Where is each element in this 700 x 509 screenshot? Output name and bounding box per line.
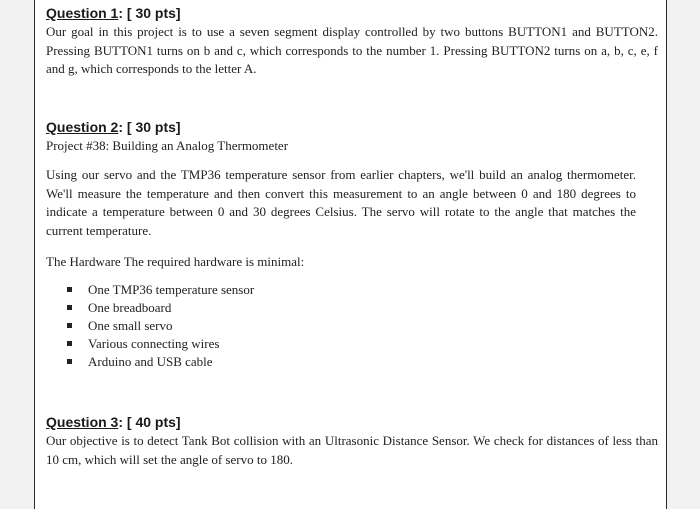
question-1-heading <box>46 5 181 21</box>
question-2-heading <box>46 119 181 135</box>
question-2-body: Using our servo and the TMP36 temperature sensor from earlier chapters, we'll build an analog thermometer. We'll measure the temperature and then convert this measurement to an angle between 0 and 180 degrees to indicate a temperature between 0 and 30 degrees Celsius. The servo will rotate to the angle that matches the current temperature. <box>46 167 636 238</box>
hardware-list-item <box>46 335 546 353</box>
hardware-list-item <box>46 281 546 299</box>
question-3-heading <box>46 414 181 430</box>
bullet-icon <box>67 341 72 346</box>
question-1-points: : [ 30 pts] <box>118 5 181 21</box>
question-2-hardware-intro: The Hardware The required hardware is minimal: <box>46 254 305 269</box>
hardware-list-item <box>46 317 546 335</box>
bullet-icon <box>67 359 72 364</box>
hardware-item-text: One TMP36 temperature sensor <box>88 282 255 297</box>
hardware-list <box>46 281 546 371</box>
hardware-list-item <box>46 353 546 371</box>
question-2-project-title: Project #38: Building an Analog Thermometer <box>46 138 289 153</box>
question-3-body: Our objective is to detect Tank Bot collision with an Ultrasonic Distance Sensor. We check for distances of less than 10 cm, which will set the angle of servo to 180. <box>46 433 658 467</box>
hardware-item-text: Various connecting wires <box>88 336 220 351</box>
document-page <box>34 0 667 509</box>
question-1-body: Our goal in this project is to use a seven segment display controlled by two buttons BUTTON1 and BUTTON2. Pressing BUTTON1 turns on b and c, which corresponds to the number 1. Pressing BUTTON2 turns on a, b, c, e, f and g, which corresponds to the letter A. <box>46 24 658 76</box>
question-3-points: : [ 40 pts] <box>118 414 181 430</box>
hardware-item-text: Arduino and USB cable <box>88 354 213 369</box>
hardware-list-item <box>46 299 546 317</box>
bullet-icon <box>67 323 72 328</box>
question-2-title: Question 2 <box>46 119 119 135</box>
question-3-title: Question 3 <box>46 414 119 430</box>
question-2-points: : [ 30 pts] <box>118 119 181 135</box>
question-1-title: Question 1 <box>46 5 119 21</box>
bullet-icon <box>67 287 72 292</box>
bullet-icon <box>67 305 72 310</box>
hardware-item-text: One small servo <box>88 318 173 333</box>
hardware-item-text: One breadboard <box>88 300 172 315</box>
